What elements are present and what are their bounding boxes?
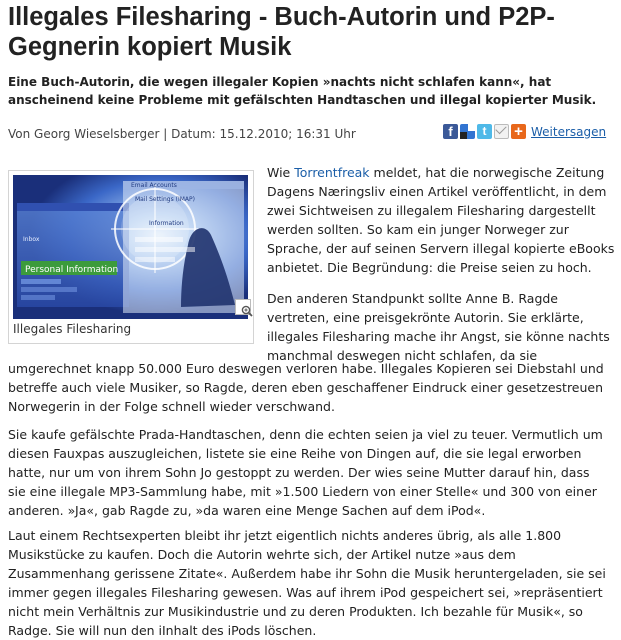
paragraph-line: werden sollten. So kam ein junger Norweger zur [267,222,569,237]
article-lead: Eine Buch-Autorin, die wegen illegaler Kopien »nachts nicht schlafen kann«, hat anscheinend keine Probleme mit gefälschten Handtaschen und illegal kopierter Musik. [8,75,597,107]
paragraph-line: hatte, nur um von ihrem Sohn Jo gestoppt zu werden. Der wies seine Mutter darauf hin, dass [8,465,590,480]
paragraph-line: umgerechnet knapp 50.000 Euro deswegen verloren habe. Illegales Kopieren sei Diebstahl und [8,361,604,376]
paragraph-line: Sie kaufe gefälschte Prada-Handtaschen, denn die echten seien ja viel zu teuer. Vermutlich um [8,427,603,442]
paragraph-line: Norwegerin in der Folge schnell wieder verschwand. [8,399,335,414]
share-link[interactable]: Weitersagen [531,124,607,139]
paragraph-line: Dagens Næringsliv einen Artikel veröffentlicht, in dem [267,184,607,199]
paragraph-1 [267,163,617,277]
paragraph-line: sie eine illegale MP3-Sammlung habe, mit »1.500 Liedern von einer Stelle« und 300 von einer [8,484,597,499]
paragraph-2-narrow [267,289,617,365]
paragraph-line: Den anderen Standpunkt sollte Anne B. Ragde [267,291,558,306]
email-accounts-label: Email Accounts [131,182,177,189]
paragraph-4 [8,526,618,640]
paragraph-line: nicht mein Verhältnis zur Musikindustrie und zu deren Produkten. Ich bezahle für Musik«, so [8,604,583,619]
paragraph-line: anderen. »Ja«, gab Ragde zu, »da waren eine Menge Sachen auf dem iPod«. [8,503,486,518]
paragraph-line: Wie Torrentfreak meldet, hat die norwegische Zeitung [267,165,605,180]
information-label: Information [149,220,184,227]
facebook-icon[interactable]: f [443,124,458,139]
paragraph-line: diesen Fauxpas auszugleichen, listete sie eine Reihe von Dingen auf, die sie legal erworben [8,446,582,461]
torrentfreak-link[interactable]: Torrentfreak [294,165,370,180]
twitter-icon[interactable]: t [477,124,492,139]
figure-image[interactable] [13,175,248,319]
paragraph-line: Musikstücke zu kaufen. Doch die Autorin wehrte sich, der Artikel nutze »aus dem [8,547,516,562]
more-share-icon[interactable]: + [511,124,526,139]
figure-caption: Illegales Filesharing [13,322,132,336]
inbox-label: Inbox [23,236,40,243]
paragraph-line: vertreten, eine preisgekrönte Autorin. Sie erklärte, [267,310,584,325]
email-icon[interactable] [494,124,509,139]
paragraph-line: Zusammenhang gerissene Zitate«. Außerdem habe ihr Sohn die Musik heruntergeladen, sie sei [8,566,606,581]
paragraph-2-wide [8,359,618,416]
paragraph-line: Laut einem Rechtsexperten bleibt ihr jetzt eigentlich nichts anderes übrig, als alle 1.800 [8,528,562,543]
article-figure [8,170,254,344]
paragraph-line: immer gegen illegales Filesharing gewesen. Was auf ihrem iPod gespeichert sei, »repräsentiert [8,585,603,600]
personal-information-label: Personal Information [25,265,119,275]
paragraph-line: Radge. Sie will nun den iInhalt des iPods löschen. [8,623,317,638]
share-bar [443,124,606,139]
article-title: Illegales Filesharing - Buch-Autorin und P2P-Gegnerin kopiert Musik [8,3,555,61]
paragraph-line: Sprache, der auf seinen Servern illegal kopierte eBooks [267,241,615,256]
paragraph-line: zwei Sichtweisen zu illegalem Filesharing dargestellt [267,203,596,218]
zoom-icon[interactable] [235,299,251,315]
paragraph-line: anbietet. Die Begründung: die Preise seien zu hoch. [267,260,592,275]
delicious-icon[interactable] [460,124,475,139]
paragraph-3 [8,425,618,520]
mail-settings-label: Mail Settings (IMAP) [135,196,195,203]
paragraph-line: manchmal deswegen nicht schlafen, da sie [267,348,538,363]
paragraph-line: illegales Filesharing mache ihr Angst, sie könne nachts [267,329,610,344]
paragraph-line: betreffe auch viele Musiker, so Ragde, deren eben geschaffener Eindruck einer gesetzestreuen [8,380,604,395]
byline: Von Georg Wieselsberger | Datum: 15.12.2010; 16:31 Uhr [8,127,356,141]
